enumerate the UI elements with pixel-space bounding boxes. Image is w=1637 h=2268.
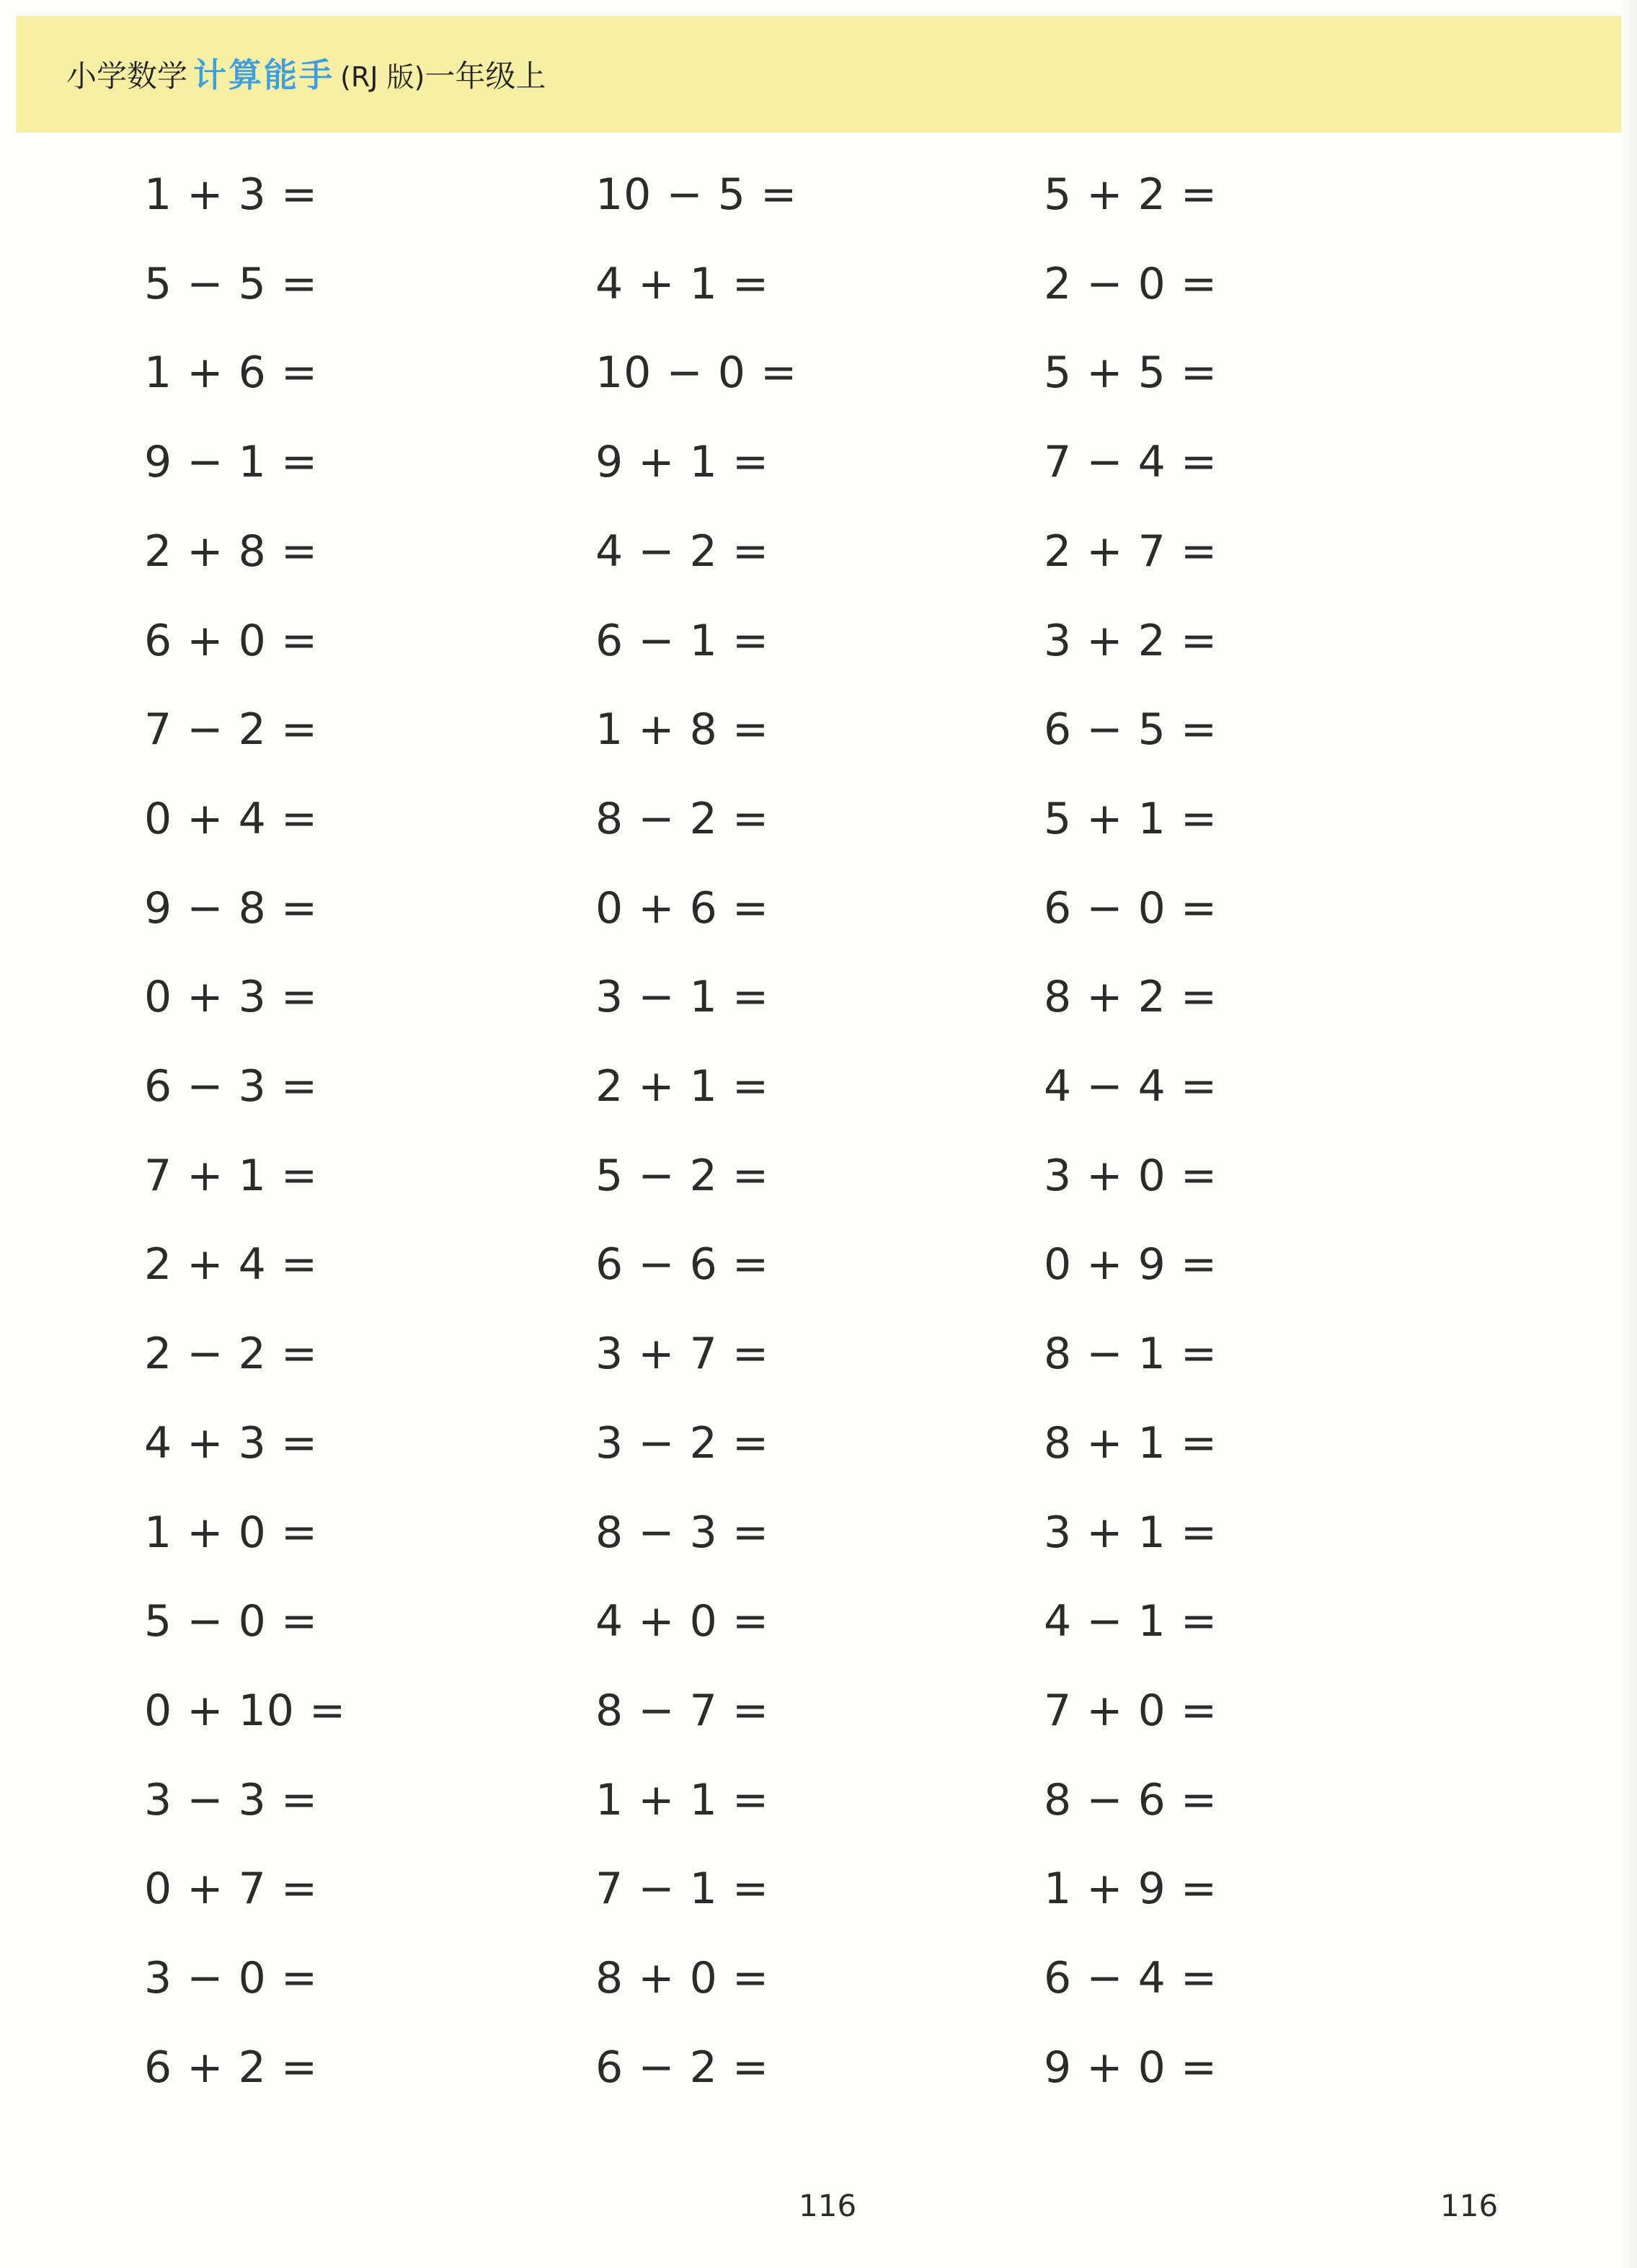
math-problem: 7 − 1 = — [595, 1864, 770, 1914]
header-edition: (RJ 版) — [340, 61, 425, 93]
math-problem: 6 − 2 = — [595, 2042, 770, 2093]
math-problem: 1 + 0 = — [144, 1507, 319, 1558]
math-problem: 5 − 0 = — [144, 1596, 319, 1647]
math-problem: 4 − 2 = — [595, 526, 770, 577]
math-problem: 0 + 7 = — [144, 1864, 319, 1914]
math-problem: 5 − 5 = — [144, 259, 319, 309]
header-prefix: 小学数学 — [66, 58, 188, 94]
math-problem: 9 + 0 = — [1044, 2042, 1218, 2093]
math-problem: 0 + 10 = — [144, 1686, 347, 1736]
math-problem: 3 + 2 = — [1044, 616, 1218, 666]
math-problem: 1 + 8 = — [595, 704, 770, 755]
math-problem: 3 + 1 = — [1044, 1507, 1218, 1558]
math-problem: 8 − 3 = — [595, 1507, 770, 1558]
math-problem: 8 + 2 = — [1044, 972, 1218, 1022]
math-problem: 8 − 6 = — [1044, 1775, 1218, 1825]
math-problem: 6 − 1 = — [595, 616, 770, 666]
math-problem: 4 + 3 = — [144, 1418, 319, 1469]
math-problem: 4 + 0 = — [595, 1596, 770, 1647]
header-brand: 计算能手 — [193, 56, 335, 94]
math-problem: 7 − 4 = — [1044, 437, 1218, 487]
math-problem: 4 − 1 = — [1044, 1596, 1218, 1647]
math-problem: 0 + 3 = — [144, 972, 319, 1022]
math-problem: 7 − 2 = — [144, 704, 319, 755]
page-edge-shadow — [1621, 0, 1637, 2268]
math-problem: 9 + 1 = — [595, 437, 770, 487]
math-problem: 8 − 1 = — [1044, 1329, 1218, 1379]
math-problem: 10 − 5 = — [595, 169, 798, 220]
math-problem: 1 + 9 = — [1044, 1864, 1218, 1914]
math-problem: 9 − 1 = — [144, 437, 319, 487]
math-problem: 10 − 0 = — [595, 347, 798, 398]
math-problem: 2 + 7 = — [1044, 526, 1218, 577]
math-problem: 3 + 0 = — [1044, 1151, 1218, 1201]
math-problem: 0 + 9 = — [1044, 1239, 1218, 1290]
math-problem: 4 + 1 = — [595, 259, 770, 309]
math-problem: 3 − 1 = — [595, 972, 770, 1022]
math-problem: 2 + 1 = — [595, 1061, 770, 1112]
math-problem: 0 + 4 = — [144, 794, 319, 844]
math-problem: 2 − 2 = — [144, 1329, 319, 1379]
math-problem: 5 + 1 = — [1044, 794, 1218, 844]
math-problem: 7 + 1 = — [144, 1151, 319, 1201]
math-problem: 6 − 6 = — [595, 1239, 770, 1290]
math-problem: 5 + 5 = — [1044, 347, 1218, 398]
math-problem: 6 + 0 = — [144, 616, 319, 666]
math-problem: 9 − 8 = — [144, 883, 319, 934]
math-problem: 6 − 5 = — [1044, 704, 1218, 755]
math-problem: 8 + 0 = — [595, 1953, 770, 2003]
math-problem: 3 − 0 = — [144, 1953, 319, 2003]
math-problem: 8 − 2 = — [595, 794, 770, 844]
math-problem: 8 − 7 = — [595, 1686, 770, 1736]
header-title — [66, 53, 546, 99]
math-problem: 4 − 4 = — [1044, 1061, 1218, 1112]
math-problem: 3 + 7 = — [595, 1329, 770, 1379]
page-number-center: 116 — [799, 2188, 857, 2223]
math-problem: 6 − 4 = — [1044, 1953, 1218, 2003]
math-problem: 8 + 1 = — [1044, 1418, 1218, 1469]
math-problem: 6 − 0 = — [1044, 883, 1218, 934]
math-problem: 6 + 2 = — [144, 2042, 319, 2093]
math-problem: 7 + 0 = — [1044, 1686, 1218, 1736]
math-problem: 3 − 2 = — [595, 1418, 770, 1469]
header-grade: 一年级上 — [425, 58, 546, 94]
math-problem: 2 + 4 = — [144, 1239, 319, 1290]
math-problem: 1 + 6 = — [144, 347, 319, 398]
math-problem: 0 + 6 = — [595, 883, 770, 934]
math-problem: 2 − 0 = — [1044, 259, 1218, 309]
math-problem: 6 − 3 = — [144, 1061, 319, 1112]
math-problem: 5 − 2 = — [595, 1151, 770, 1201]
math-problem: 5 + 2 = — [1044, 169, 1218, 220]
math-problem: 1 + 1 = — [595, 1775, 770, 1825]
math-problem: 3 − 3 = — [144, 1775, 319, 1825]
math-problem: 2 + 8 = — [144, 526, 319, 577]
math-problem: 1 + 3 = — [144, 169, 319, 220]
page-number-right: 116 — [1440, 2188, 1499, 2223]
